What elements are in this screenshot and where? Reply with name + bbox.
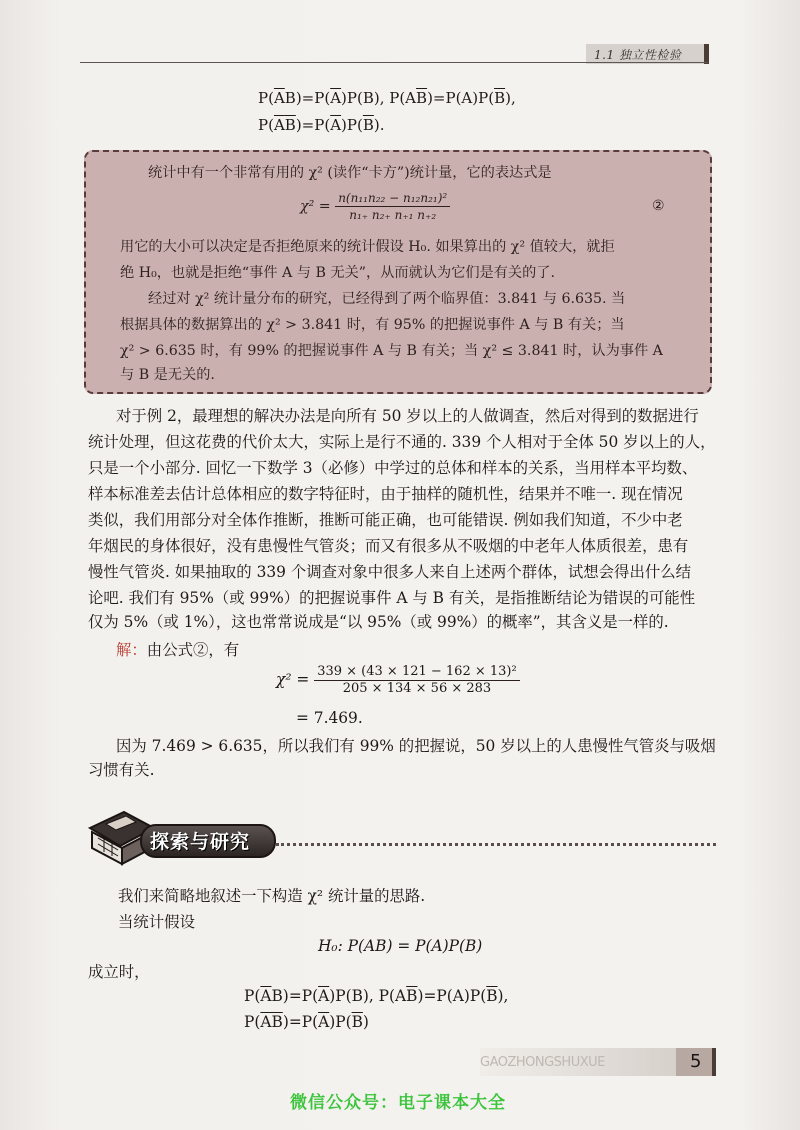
calc-numerator: 339 × (43 × 121 − 162 × 13)² (314, 664, 520, 681)
calc-denominator: 205 × 134 × 56 × 283 (342, 681, 492, 696)
formula-denominator: n₁₊ n₂₊ n₊₁ n₊₂ (349, 208, 437, 222)
explore-line: 我们来简略地叙述一下构造 χ² 统计量的思路. (118, 887, 426, 905)
body-line: 统计处理，但这花费的代价太大，实际上是行不通的. 339 个人相对于全体 50 岁以上的人， (88, 433, 716, 451)
body-line: 慢性气管炎. 如果抽取的 339 个调查对象中很多人来自上述两个群体，试想会得出什么结 (88, 563, 692, 581)
box-text-line: 经过对 χ² 统计量分布的研究，已经得到了两个临界值：3.841 与 6.635. 当 (148, 291, 626, 307)
header-section-title: 1.1 独立性检验 (594, 48, 682, 62)
chi-square-formula (300, 190, 450, 223)
solution-label: 解： (116, 641, 147, 659)
solution-line (116, 638, 239, 663)
explore-line: 当统计假设 (118, 913, 195, 931)
calculation-result: = 7.469. (296, 709, 363, 727)
explore-formula-line-1: $P(\overline{A}B)=P(\overline{A})P(B)$, $P(A\overline{B})=P(A)P(\overline{B})$, (244, 987, 509, 1005)
footer-series-name: GAOZHONGSHUXUE (480, 1055, 605, 1070)
calc-lhs: χ² = (276, 670, 310, 689)
box-text-line: 与 B 是无关的. (120, 367, 215, 383)
solution-text: 由公式②，有 (146, 641, 240, 659)
body-line: 论吧. 我们有 95%（或 99%）的把握说事件 A 与 B 有关，是指推断结论为错误的可能性 (88, 589, 696, 607)
explore-banner-rule (276, 843, 716, 846)
conclusion-line: 习惯有关. (88, 761, 155, 779)
body-line: 对于例 2，最理想的解决办法是向所有 50 岁以上的人做调查，然后对得到的数据进行 (116, 407, 699, 425)
body-line: 年烟民的身体很好，没有患慢性气管炎；而又有很多从不吸烟的中老年人体质很差，患有 (88, 537, 689, 555)
formula-numerator: n(n₁₁n₂₂ − n₁₂n₂₁)² (335, 190, 450, 207)
box-text-line: 用它的大小可以决定是否拒绝原来的统计假设 H₀. 如果算出的 χ² 值较大，就拒 (120, 239, 615, 255)
page-number: 5 (690, 1051, 702, 1072)
box-text-line: 根据具体的数据算出的 χ² > 3.841 时，有 95% 的把握说事件 A 与 B 有关；当 (120, 317, 625, 333)
calculation-formula (276, 664, 520, 697)
body-line: 仅为 5%（或 1%），这也常常说成是“以 95%（或 99%）的概率”，其含义是一样的. (88, 613, 669, 631)
body-line: 样本标准差去估计总体相应的数字特征时，由于抽样的随机性，结果并不唯一. 现在情况 (88, 485, 683, 503)
conclusion-line: 因为 7.469 > 6.635，所以我们有 99% 的把握说，50 岁以上的人患慢性气管炎与吸烟 (116, 737, 716, 755)
explore-line: 成立时， (88, 963, 150, 981)
header-rule (80, 62, 708, 63)
formula-number-mark: ② (652, 198, 665, 214)
formula-fraction (335, 190, 450, 223)
calc-fraction (314, 664, 520, 697)
formula-lhs: χ² = (300, 198, 331, 215)
body-line: 只是一个小部分. 回忆一下数学 3（必修）中学过的总体和样本的关系，当用样本平均数、 (88, 459, 698, 477)
explore-banner-title: 探索与研究 (150, 831, 251, 853)
box-intro-text: 统计中有一个非常有用的 χ² (读作“卡方”)统计量，它的表达式是 (148, 165, 552, 181)
explore-formula-line-2: $P(\overline{A}\overline{B})=P(\overline{A})P(\overline{B})$ (244, 1013, 369, 1031)
watermark-text: 微信公众号：电子课本大全 (290, 1093, 506, 1113)
hypothesis-formula: H₀: P(AB) = P(A)P(B) (318, 937, 483, 955)
box-text-line: χ² > 6.635 时，有 99% 的把握说事件 A 与 B 有关；当 χ² ≤ 3.841 时，认为事件 A (120, 343, 663, 359)
body-line: 类似，我们用部分对全体作推断，推断可能正确，也可能错误. 例如我们知道，不少中老 (88, 511, 683, 529)
top-formula-line-2: $P(\overline{A}\overline{B})=P(\overline{A})P(\overline{B})$. (258, 116, 385, 134)
top-formula-line-1: $P(\overline{A}B)=P(\overline{A})P(B)$, $P(A\overline{B})=P(A)P(\overline{B})$, (258, 89, 516, 107)
box-text-line: 绝 H₀，也就是拒绝“事件 A 与 B 无关”，从而就认为它们是有关的了. (120, 265, 555, 281)
